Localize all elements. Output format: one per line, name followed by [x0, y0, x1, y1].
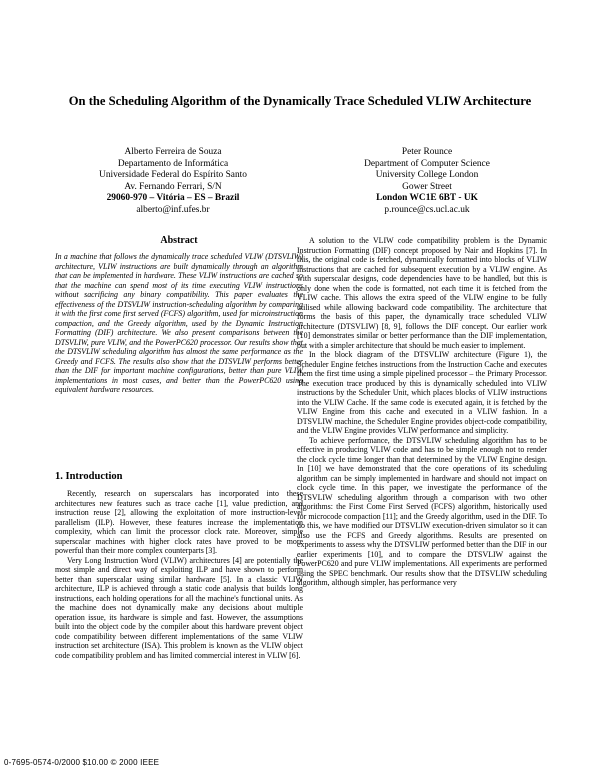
author-affiliation-line: Departamento de Informática — [117, 158, 229, 169]
intro-paragraph: Very Long Instruction Word (VLIW) architectures [4] are potentially the most simple and direct way of exploiting ILP and have shown to perform better than superscalar using similar hardware [5]. In a classic VLIW architecture, ILP is achieved through a static code analysis that builds long instructions, each holding operations for all the machine's functional units. As the machine does not dynamically make any decisions about multiple operation issue, its hardware is simple and fast. However, the assumptions built into the object code by the compiler about this hardware prevent object code compatibility between different implementations of the same VLIW instruction set architecture (ISA). This problem is known as the VLIW object code compatibility problem and has limited commercial interest in VLIW [6]. — [55, 555, 303, 660]
author-postal: 29060-970 – Vitória – ES – Brazil — [106, 193, 240, 203]
copyright-footer: 0-7695-0574-0/2000 $10.00 © 2000 IEEE — [4, 758, 160, 767]
author-block-2 — [312, 147, 542, 216]
author-name: Peter Rounce — [401, 147, 453, 157]
abstract-text: dynamically trace scheduled VLIW (DTSVLIW) architecture, VLIW instructions are built dynamically through an algorithm that can be implemented in hardware. These VLIW instructions are cached so that the machine can spend most of its time executing VLIW instructions without sacrificing any binary compatibility. This paper evaluates the effectiveness of the DTSVLIW instruction-scheduling algorithm by comparing it with the first come first served (FCFS) algorithm, used for microinstruction compaction, and the Greedy algorithm, used by the Dynamic Instruction Formatting (DIF) architecture. We also present comparisons between the DTSVLIW, pure VLIW, and the PowerPC620 processor. Our results show that the DTSVLIW scheduling algorithm has almost the same performance as the Greedy and FCFS. The results also show that the DTSVLIW performs better than the DIF for important machine configurations, better than pure VLIW implementations in most cases, and better than the PowerPC620 using equivalent hardware resources. — [55, 252, 303, 394]
body-paragraph: To achieve performance, the DTSVLIW scheduling algorithm has to be effective in producing VLIW code and has to be simple enough not to render the clock cycle time longer than that determined by the VLIW Engine design. In [10] we have demonstrated that the core operations of its scheduling algorithm can be simply implemented in hardware and should not impact on clock cycle time. In this paper, we investigate the performance of the DTSVLIW scheduling algorithm through a comparison with two other algorithms: the First Come First Served (FCFS) algorithm, historically used for microcode compaction [11]; and the Greedy algorithm, used in the DIF. To do this, we have modified our DTSVLIW execution-driven simulator so it can also use the FCFS and Greedy algorithms. Results are presented on experiments to assess why the DTSVLIW performed better than the DIF in our earlier experiments [10], and to compare the DTSVLIW against the PowerPC620 and pure VLIW implementations. All experiments are performed using the SPEC benchmark. Our results show that the DTSVLIW scheduling algorithm, although simpler, has performance very — [297, 435, 547, 587]
author-postal: London WC1E 6BT - UK — [376, 193, 478, 203]
paper-title: On the Scheduling Algorithm of the Dynamically Trace Scheduled VLIW Architecture — [68, 94, 532, 108]
right-column-body — [297, 236, 547, 588]
author-name: Alberto Ferreira de Souza — [124, 147, 222, 157]
author-affiliation-line: Department of Computer Science — [364, 158, 490, 169]
author-email: alberto@inf.ufes.br — [136, 204, 210, 215]
author-email: p.rounce@cs.ucl.ac.uk — [384, 204, 470, 215]
author-affiliation-line: Universidade Federal do Espírito Santo — [99, 170, 247, 180]
abstract-heading: Abstract — [160, 235, 198, 246]
intro-heading: 1. Introduction — [55, 471, 123, 482]
abstract-body — [55, 252, 303, 395]
author-affiliation-line: University College London — [375, 170, 479, 180]
author-block-1 — [58, 147, 288, 216]
intro-paragraph: Recently, research on superscalars has incorporated into these architectures new features such as trace cache [1], value prediction, and instruction reuse [2], allowing the exploitation of more instruction-level parallelism (ILP). However, these features increase the implementation complexity, which can limit the processor clock rate. Moreover, simple superscalar machines with higher clock rates have proved to be more powerful than their more complex counterparts [3]. — [55, 489, 303, 555]
intro-body — [55, 489, 303, 660]
body-paragraph: In the block diagram of the DTSVLIW architecture (Figure 1), the Scheduler Engine fetches instructions from the Instruction Cache and executes them the first time using a simple pipelined processor – the Primary Processor. The execution trace produced by this is dynamically scheduled into VLIW instructions by the Scheduler Unit, which places blocks of VLIW instructions into the VLIW Cache. If the same code is executed again, it is fetched by the VLIW Engine from this cache and executed in a VLIW fashion. In a DTSVLIW machine, the Scheduler Engine provides object-code compatibility, and the VLIW Engine provides VLIW performance and simplicity. — [297, 350, 547, 435]
abstract-lead: In a machine that follows the — [55, 252, 149, 261]
author-address-line: Gower Street — [402, 181, 452, 192]
author-address-line: Av. Fernando Ferrari, S/N — [124, 181, 222, 192]
body-paragraph: A solution to the VLIW code compatibility problem is the Dynamic Instruction Formatting (DIF) concept proposed by Nair and Hopkins [7]. In this, the original code is fetched, dynamically formatted into blocks of VLIW instructions that are cached for subsequent execution by a VLIW engine. As with superscalar designs, code dependencies have to be handled, but this is only done when the code is formatted, not each time it is fetched from the VLIW cache. This allows the extra speed of the VLIW engine to be fully utilised while allowing backward code compatibility. The architecture that forms the basis of this paper, the dynamically trace scheduled VLIW architecture (DTSVLIW) [8, 9], follows the DIF concept. Our earlier work [10] demonstrates similar or better performance than the DIF implementation, but with a simpler architecture that should be much easier to implement. — [297, 236, 547, 350]
